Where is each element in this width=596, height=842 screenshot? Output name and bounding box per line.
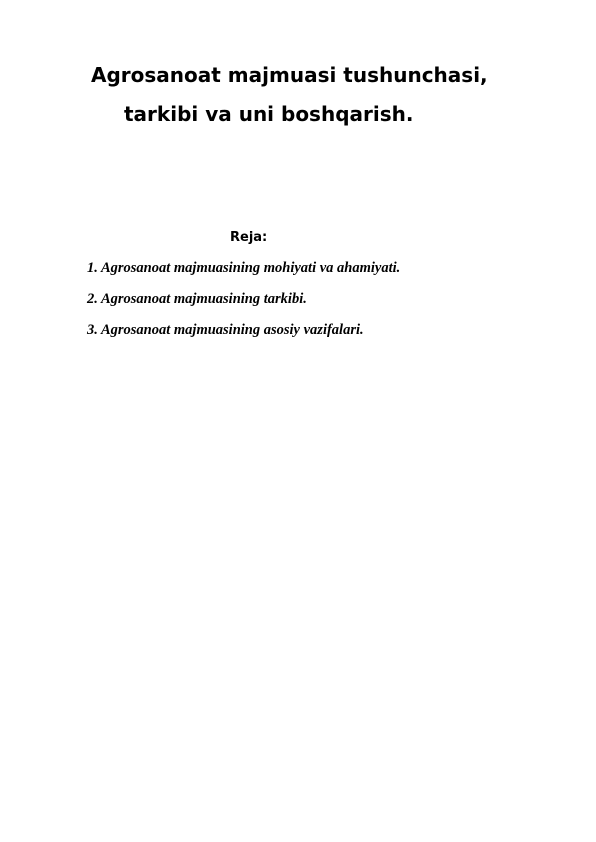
plan-list — [87, 259, 400, 352]
document-title-line-1: Agrosanoat majmuasi tushunchasi, — [91, 63, 488, 87]
plan-item-1: 1. Agrosanoat majmuasining mohiyati va ahamiyati. — [87, 260, 401, 276]
plan-item-3: 3. Agrosanoat majmuasining asosiy vazifalari. — [87, 322, 364, 338]
document-title-line-2: tarkibi va uni boshqarish. — [124, 102, 414, 126]
plan-heading: Reja: — [230, 230, 268, 245]
plan-item-2: 2. Agrosanoat majmuasining tarkibi. — [87, 291, 307, 307]
